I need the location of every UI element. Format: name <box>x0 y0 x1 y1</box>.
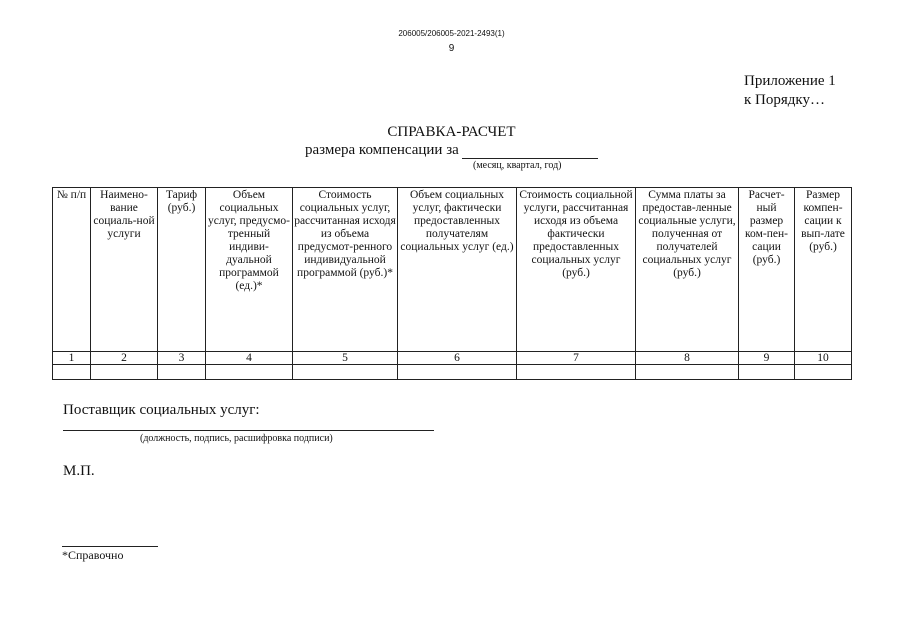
appendix-line-2: к Порядку… <box>744 92 825 108</box>
period-hint: (месяц, квартал, год) <box>473 160 562 171</box>
signature-line <box>63 430 434 431</box>
calculation-table <box>52 187 852 380</box>
empty-cell <box>91 365 158 380</box>
appendix-line-1: Приложение 1 <box>744 73 836 89</box>
empty-cell <box>739 365 795 380</box>
column-number: 2 <box>91 352 158 365</box>
empty-cell <box>398 365 517 380</box>
document-id: 206005/206005-2021-2493(1) <box>398 29 505 38</box>
column-number: 10 <box>795 352 852 365</box>
provider-label: Поставщик социальных услуг: <box>63 402 260 418</box>
empty-cell <box>636 365 739 380</box>
column-number: 4 <box>206 352 293 365</box>
column-number: 7 <box>517 352 636 365</box>
empty-cell <box>158 365 206 380</box>
header-cell: Объем социальных услуг, фактически предоставленных получателям социальных услуг (ед.) <box>398 188 517 352</box>
empty-cell <box>293 365 398 380</box>
document-subtitle: размера компенсации за <box>305 142 459 158</box>
header-cell: № п/п <box>53 188 91 352</box>
header-cell: Стоимость социальной услуги, рассчитанная исходя из объема фактически предоставленных социальных услуг (руб.) <box>517 188 636 352</box>
header-cell: Наимено-вание социаль-ной услуги <box>91 188 158 352</box>
column-number: 9 <box>739 352 795 365</box>
empty-cell <box>517 365 636 380</box>
column-number: 5 <box>293 352 398 365</box>
header-cell: Сумма платы за предостав-ленные социальные услуги, полученная от получателей социальных услуг (руб.) <box>636 188 739 352</box>
signature-hint: (должность, подпись, расшифровка подписи) <box>140 433 333 444</box>
column-number-row <box>53 352 852 365</box>
column-number: 6 <box>398 352 517 365</box>
header-cell: Объем социальных услуг, предусмо-тренный индиви-дуальной программой (ед.)* <box>206 188 293 352</box>
appendix-note <box>744 72 836 110</box>
footnote-divider <box>62 546 158 547</box>
column-number: 8 <box>636 352 739 365</box>
empty-cell <box>53 365 91 380</box>
stamp-placeholder: М.П. <box>63 463 95 479</box>
header-cell: Тариф (руб.) <box>158 188 206 352</box>
empty-cell <box>206 365 293 380</box>
header-cell: Размер компен-сации к вып-лате (руб.) <box>795 188 852 352</box>
period-fill-line <box>462 158 598 159</box>
column-number: 1 <box>53 352 91 365</box>
footnote: *Справочно <box>62 548 124 562</box>
column-number: 3 <box>158 352 206 365</box>
header-cell: Стоимость социальных услуг, рассчитанная исходя из объема предусмот-ренного индивидуальной программой (руб.)* <box>293 188 398 352</box>
page-number: 9 <box>448 43 455 54</box>
table-row-empty <box>53 365 852 380</box>
document-title: СПРАВКА-РАСЧЕТ <box>387 124 516 140</box>
table-header-row <box>53 188 852 352</box>
empty-cell <box>795 365 852 380</box>
header-cell: Расчет-ный размер ком-пен-сации (руб.) <box>739 188 795 352</box>
